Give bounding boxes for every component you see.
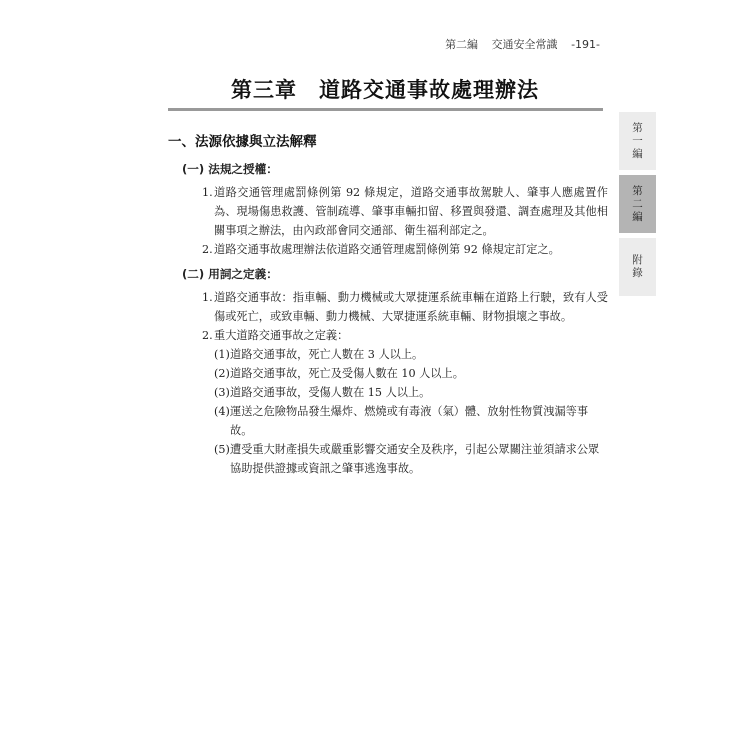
item-text: 道路交通事故處理辦法依道路交通管理處罰條例第 92 條規定訂定之。 [214, 243, 560, 256]
list-item [202, 183, 608, 240]
chapter-number: 第三章 [231, 78, 297, 102]
sub-list-item [214, 364, 608, 383]
list-item [202, 240, 608, 259]
authorization-heading: (一) 法規之授權： [182, 162, 278, 176]
side-tab-char: 一 [632, 134, 643, 147]
item-number: 2. [202, 329, 213, 342]
list-item [202, 288, 608, 326]
side-tab-strip [619, 112, 656, 301]
header-part: 第二編 [445, 38, 479, 51]
side-tab-part-two-active[interactable] [619, 175, 656, 233]
sub-item-number: (3) [214, 386, 230, 399]
sub-item-number: (2) [214, 367, 230, 380]
side-tab-char: 錄 [632, 267, 643, 279]
running-header [0, 36, 600, 52]
item-text: 道路交通管理處罰條例第 92 條規定，道路交通事故駕駛人、肇事人應處置作為、現場傷患救護、管制疏導、肇事車輛扣留、移置與發還、調查處理及其他相關事項之辦法，由內政部會同交通部、衛生福利部定之。 [214, 186, 608, 237]
sub-item-number: (5) [214, 443, 230, 456]
definitions-heading: (二) 用詞之定義： [182, 267, 278, 281]
side-tab-part-one[interactable] [619, 112, 656, 170]
item-number: 1. [202, 291, 213, 304]
header-book-title: 交通安全常識 [491, 38, 558, 51]
side-tab-appendix[interactable] [619, 238, 656, 296]
sub-item-number: (1) [214, 348, 230, 361]
sub-item-text: 道路交通事故，受傷人數在 15 人以上。 [230, 386, 431, 399]
sub-list-item [214, 345, 608, 364]
side-tab-char: 第 [632, 184, 643, 197]
side-tab-char: 編 [632, 147, 643, 160]
header-page-number: -191- [571, 38, 600, 51]
sub-list-item [214, 402, 608, 440]
item-text: 道路交通事故：指車輛、動力機械或大眾捷運系統車輛在道路上行駛，致有人受傷或死亡，或致車輛、動力機械、大眾捷運系統車輛、財物損壞之事故。 [214, 291, 608, 323]
side-tab-char: 第 [632, 121, 643, 134]
item-number: 2. [202, 243, 213, 256]
sub-list-item [214, 440, 608, 478]
sub-item-number: (4) [214, 405, 230, 418]
page-body [168, 133, 608, 478]
section-heading: 一、法源依據與立法解釋 [168, 134, 317, 150]
chapter-title [0, 74, 750, 104]
item-text: 重大道路交通事故之定義： [214, 329, 349, 342]
sub-item-text: 遭受重大財產損失或嚴重影響交通安全及秩序，引起公眾關注並須請求公眾協助提供證據或資訊之肇事逃逸事故。 [230, 443, 600, 475]
side-tab-char: 編 [632, 210, 643, 223]
side-tab-char: 附 [632, 254, 643, 266]
chapter-name: 道路交通事故處理辦法 [319, 78, 539, 102]
sub-item-text: 道路交通事故，死亡人數在 3 人以上。 [230, 348, 424, 361]
sub-item-text: 道路交通事故，死亡及受傷人數在 10 人以上。 [230, 367, 464, 380]
sub-item-text: 運送之危險物品發生爆炸、燃燒或有毒液（氣）體、放射性物質洩漏等事故。 [230, 405, 589, 437]
list-item [202, 326, 608, 345]
title-divider [168, 108, 603, 111]
item-number: 1. [202, 186, 213, 199]
sub-list-item [214, 383, 608, 402]
side-tab-char: 二 [632, 197, 643, 210]
